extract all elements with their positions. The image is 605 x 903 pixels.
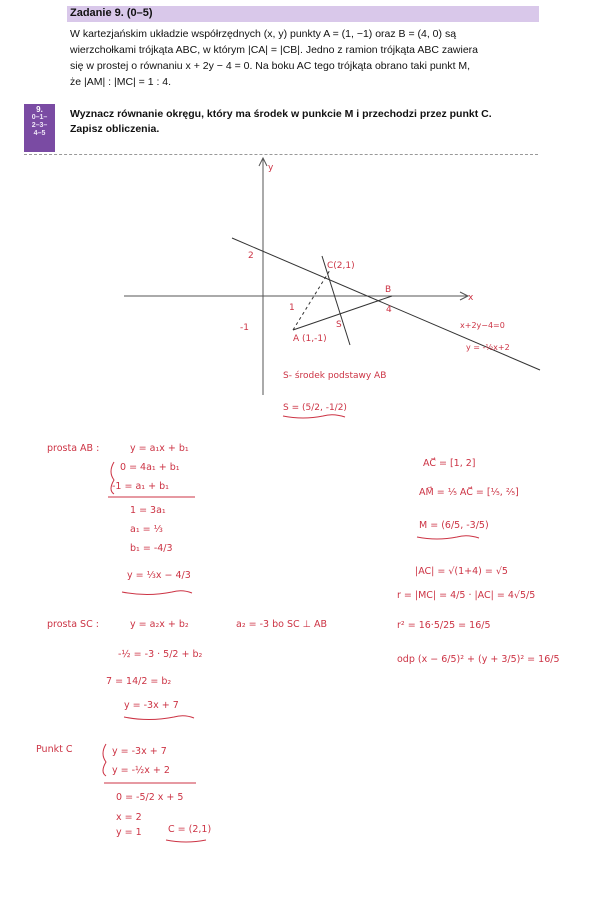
radius-length: r = |MC| = 4/5 · |AC| = 4√5/5 (397, 590, 536, 601)
sketch-labels (240, 163, 510, 413)
ab-step-2: a₁ = ⅓ (130, 524, 163, 535)
sc-step-1: -½ = -3 · 5/2 + b₂ (118, 649, 203, 660)
work-right-column (397, 456, 560, 665)
c-brace (103, 744, 106, 776)
ab-step-3: b₁ = -4/3 (130, 543, 173, 554)
intro-line: się w prostej o równaniu x + 2y − 4 = 0. Na boku AC tego trójkąta obrano taki punkt M, (70, 60, 471, 72)
y-axis-label: y (268, 163, 274, 173)
c-step-2: x = 2 (116, 812, 142, 823)
question-line: Wyznacz równanie okręgu, który ma środek w punkcie M i przechodzi przez punkt C. (70, 108, 492, 120)
tick-label-2: 2 (248, 251, 254, 261)
c-system-2: y = -½x + 2 (112, 765, 170, 776)
ab-result-underline (122, 591, 192, 595)
point-B-label: B (385, 285, 392, 295)
point-M: M = (6/5, -3/5) (419, 520, 489, 531)
ab-step-1: 1 = 3a₁ (130, 505, 166, 516)
radius-squared: r² = 16·5/25 = 16/5 (397, 620, 491, 631)
underline-S (283, 415, 345, 418)
c-step-1: 0 = -5/2 x + 5 (116, 792, 184, 803)
line-equation-label: x+2y−4=0 (460, 321, 505, 330)
segment-AB (293, 296, 392, 330)
tick-label-1: 1 (289, 303, 295, 313)
c-label: Punkt C (36, 744, 73, 755)
work-right-lines (417, 536, 479, 539)
badge-number: 9. (36, 105, 43, 114)
intro-line: że |AM| : |MC| = 1 : 4. (70, 76, 172, 88)
final-answer: odp (x − 6/5)² + (y + 3/5)² = 16/5 (397, 654, 560, 665)
ab-label: prosta AB : (47, 443, 100, 454)
vector-AC: AC⃗ = [1, 2] (423, 458, 476, 469)
c-result-underline (166, 840, 206, 842)
ab-equation: y = a₁x + b₁ (130, 443, 189, 454)
work-left-column (36, 443, 327, 838)
x-axis-label: x (468, 293, 474, 303)
sc-label: prosta SC : (47, 619, 99, 630)
tick-label-4: 4 (386, 305, 392, 315)
c-result: C = (2,1) (168, 824, 212, 835)
coordinate-sketch (124, 158, 540, 395)
ab-system-2: -1 = a₁ + b₁ (112, 481, 169, 492)
note-S-coords: S = (5/2, -1/2) (283, 403, 347, 413)
vector-AM: AM⃗ = ⅕ AC⃗ = [⅕, ⅖] (419, 487, 519, 498)
tick-label-minus1: -1 (240, 323, 249, 333)
note-midpoint: S- środek podstawy AB (283, 371, 387, 381)
task-title: Zadanie 9. (0–5) (70, 7, 153, 19)
badge-points: 0–1– (31, 114, 48, 121)
ab-system-1: 0 = 4a₁ + b₁ (120, 462, 180, 473)
badge-points: 4–5 (33, 130, 46, 137)
length-AC: |AC| = √(1+4) = √5 (415, 566, 508, 577)
point-C-label: C(2,1) (327, 261, 355, 271)
c-step-3: y = 1 (116, 827, 142, 838)
sc-result: y = -3x + 7 (124, 700, 179, 711)
intro-line: wierzchołkami trójkąta ABC, w którym |CA| = |CB|. Jedno z ramion trójkąta ABC zawiera (70, 44, 479, 56)
badge-points: 2–3– (31, 122, 48, 129)
sc-step-2: 7 = 14/2 = b₂ (106, 676, 172, 687)
line-slope-label: y = -½x+2 (466, 343, 510, 352)
question-line: Zapisz obliczenia. (70, 123, 160, 135)
point-S-label: S (336, 320, 342, 330)
segment-AC (293, 270, 330, 330)
sc-condition: a₂ = -3 bo SC ⊥ AB (236, 619, 327, 630)
m-point-underline (417, 536, 479, 539)
sc-result-underline (124, 716, 194, 720)
c-system-1: y = -3x + 7 (112, 746, 167, 757)
point-A-label: A (1,-1) (293, 334, 327, 344)
intro-line: W kartezjańskim układzie współrzędnych (x, y) punkty A = (1, −1) oraz B = (4, 0) są (70, 28, 457, 40)
sc-equation: y = a₂x + b₂ (130, 619, 189, 630)
ab-result: y = ⅓x − 4/3 (127, 570, 191, 581)
